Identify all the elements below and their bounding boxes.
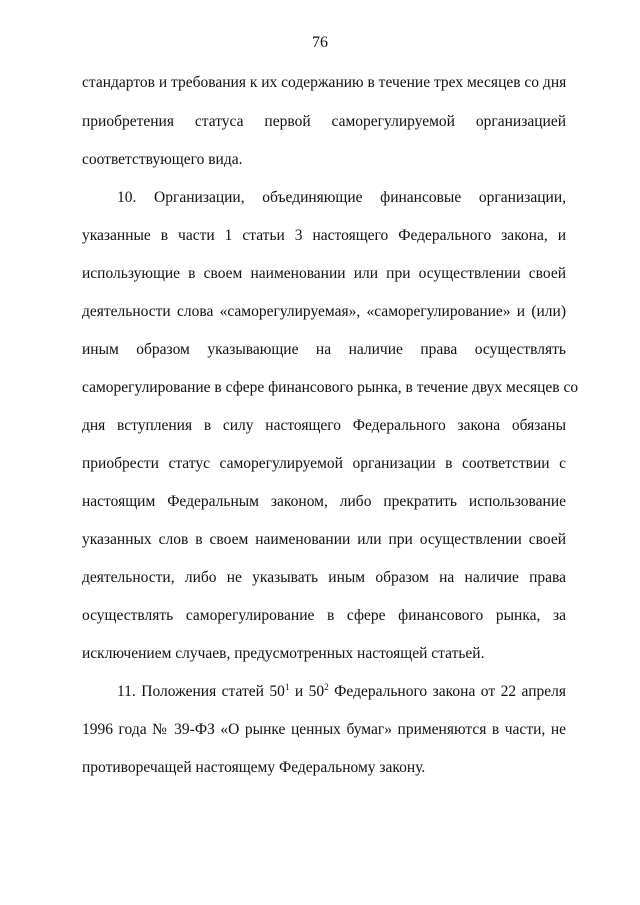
text-line: иным образом указывающие на наличие права осуществлять [82, 341, 566, 358]
paragraph-11-suffix: Федерального закона от 22 апреля [328, 683, 567, 700]
text-line: саморегулирование в сфере финансового рынка, в течение двух месяцев со [82, 379, 579, 396]
text-line: 1996 года № 39-ФЗ «О рынке ценных бумаг» применяются в части, не [82, 721, 566, 738]
paragraph-11-first-line [117, 682, 566, 702]
text-line: деятельности слова «саморегулируемая», «саморегулирование» и (или) [82, 303, 566, 320]
text-line: приобрести статус саморегулируемой организации в соответствии с [82, 455, 566, 472]
text-line: соответствующего вида. [82, 151, 243, 168]
text-line: противоречащей настоящему Федеральному закону. [82, 759, 426, 776]
text-line: стандартов и требования к их содержанию в течение трех месяцев со дня [82, 74, 567, 91]
text-line: использующие в своем наименовании или при осуществлении своей [82, 265, 566, 282]
text-line: настоящим Федеральным законом, либо прекратить использование [82, 493, 566, 510]
page-number: 76 [312, 34, 328, 51]
text-line: приобретения статуса первой саморегулируемой организацией [82, 113, 566, 130]
paragraph-10-first-line: 10. Организации, объединяющие финансовые организации, [117, 189, 566, 206]
text-line: дня вступления в силу настоящего Федерального закона обязаны [82, 417, 566, 434]
superscript: 2 [324, 682, 329, 692]
paragraph-11-prefix: 11. Положения статей 50 [117, 683, 285, 700]
text-line: исключением случаев, предусмотренных настоящей статьей. [82, 645, 485, 662]
text-line: осуществлять саморегулирование в сфере финансового рынка, за [82, 607, 566, 624]
superscript: 1 [284, 682, 290, 692]
text-line: деятельности, либо не указывать иным образом на наличие права [82, 569, 566, 586]
paragraph-11-middle: и 50 [289, 683, 325, 700]
text-line: указанных слов в своем наименовании или при осуществлении своей [82, 531, 566, 548]
text-line: указанные в части 1 статьи 3 настоящего Федерального закона, и [82, 227, 566, 244]
